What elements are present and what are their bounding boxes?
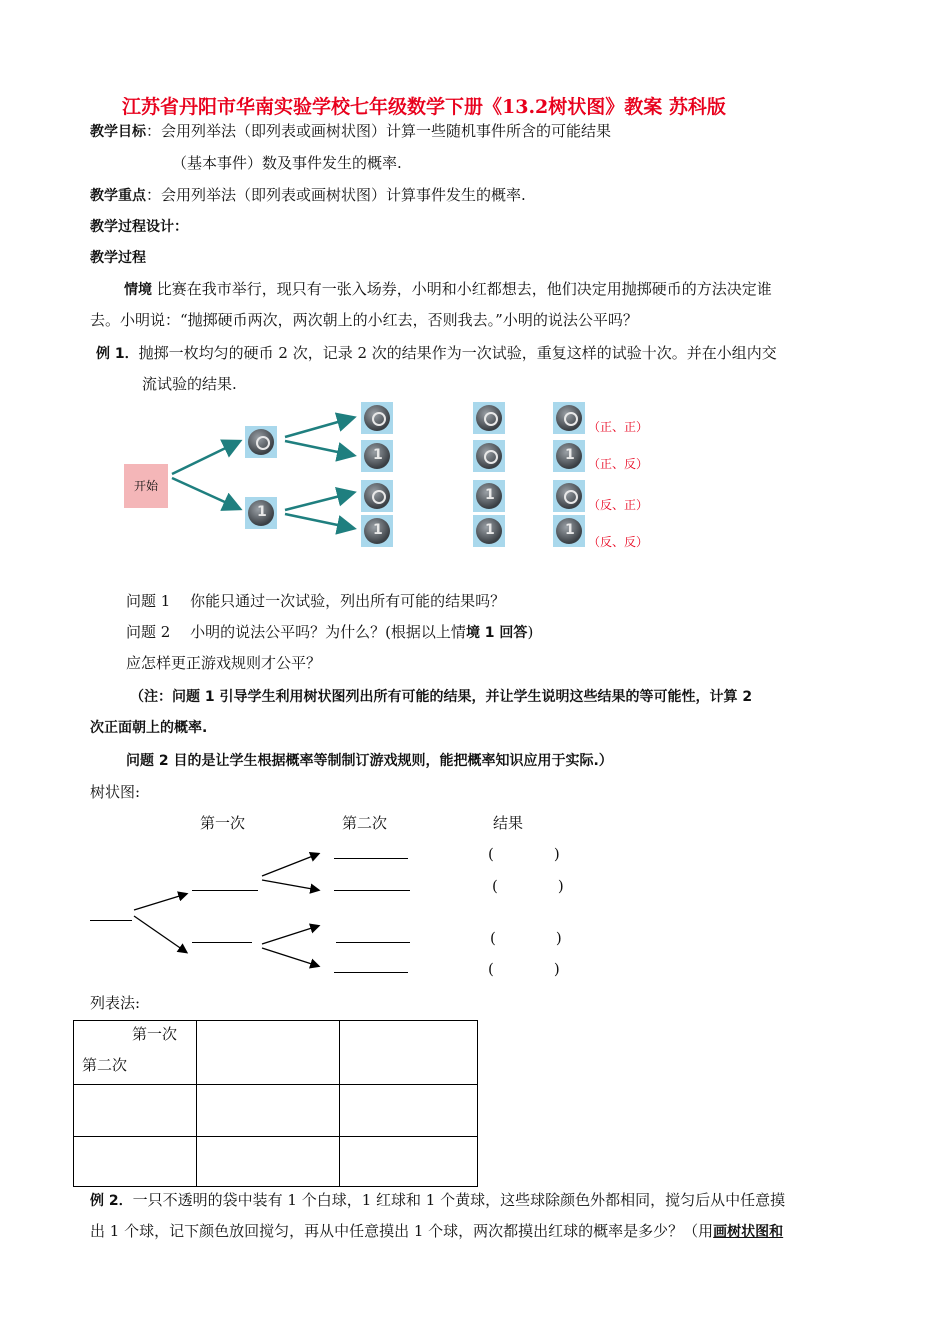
- note-line3: 问题 2 目的是让学生根据概率等制制订游戏规则，能把概率知识应用于实际.）: [126, 753, 613, 769]
- example2-line2: [90, 1220, 783, 1241]
- example1-line2: 流试验的结果.: [142, 375, 237, 393]
- blank-arrow-6: [262, 948, 318, 966]
- table-header-second: 第二次: [82, 1056, 128, 1074]
- example2-text: 一只不透明的袋中装有 1 个白球，1 红球和 1 个黄球，这些球除颜色外都相同，搅匀后从中任意摸: [132, 1191, 786, 1209]
- objective-line2: （基本事件）数及事件发生的概率.: [172, 154, 402, 172]
- result-blank-3: ( ): [490, 929, 562, 947]
- coin-tails-icon: [361, 440, 393, 472]
- result-ht: （正、反）: [588, 457, 649, 471]
- table-cell: [340, 1021, 478, 1085]
- result-tt: （反、反）: [588, 535, 649, 549]
- blank-arrow-4: [262, 880, 318, 890]
- tree-label: 树状图:: [90, 783, 141, 801]
- question-2-close: ): [527, 623, 534, 641]
- question-2-bold: 境 1 回答: [465, 625, 528, 641]
- focus-text: ：会用列举法（即列表或画树状图）计算事件发生的概率.: [146, 186, 526, 204]
- example2-line1: [90, 1189, 785, 1210]
- arrow-h-h: [285, 418, 352, 437]
- table-cell: [197, 1021, 340, 1085]
- coin-heads-icon: [245, 426, 277, 458]
- table-cell: [74, 1085, 197, 1137]
- start-box: 开始: [124, 464, 168, 508]
- table-cell: [340, 1085, 478, 1137]
- blank-arrow-5: [262, 926, 318, 944]
- example2-text2: 出 1 个球，记下颜色放回搅匀，再从中任意摸出 1 个球，两次都摸出红球的概率是多少？（用: [90, 1222, 714, 1240]
- focus-label: 教学重点: [90, 188, 146, 204]
- arrow-t-h: [285, 493, 352, 510]
- example2-bold: 画树状图和: [713, 1224, 784, 1240]
- coin-heads-icon: [473, 440, 505, 472]
- coin-tails-icon: [245, 497, 277, 529]
- objective-text: ：会用列举法（即列表或画树状图）计算一些随机事件所含的可能结果: [146, 122, 612, 140]
- table-cell: [197, 1137, 340, 1187]
- table-cell: [74, 1137, 197, 1187]
- objective-label: 教学目标: [90, 124, 146, 140]
- example1-text: 抛掷一枚均匀的硬币 2 次，记录 2 次的结果作为一次试验，重复这样的试验十次。并在小组内交: [138, 344, 777, 362]
- blank-arrow-2: [134, 916, 186, 952]
- arrow-start-tails: [172, 478, 238, 508]
- arrow-t-t: [285, 514, 352, 528]
- result-th: （反、正）: [588, 498, 649, 512]
- question-2-text: 问题 2 小明的说法公平吗？为什么？(根据以上情: [126, 623, 466, 641]
- blank-tree-arrows: [0, 820, 950, 1000]
- scenario-label: 情境: [124, 282, 152, 298]
- question-3: 应怎样更正游戏规则才公平？: [126, 654, 322, 672]
- coin-heads-icon: [361, 402, 393, 434]
- coin-heads-icon: [473, 402, 505, 434]
- coin-tails-icon: [361, 515, 393, 547]
- process-heading: 教学过程: [90, 250, 146, 266]
- arrow-h-t: [285, 441, 352, 455]
- coin-heads-icon: [361, 480, 393, 512]
- tree-col-second: 第二次: [342, 814, 388, 832]
- result-blank-4: ( ): [488, 960, 560, 978]
- note-line1: （注：问题 1 引导学生利用树状图列出所有可能的结果，并让学生说明这些结果的等可能性，计算 2: [130, 689, 753, 705]
- blank-arrow-3: [262, 854, 318, 876]
- scenario-line2: 去。小明说：“抛掷硬币两次，两次朝上的小红去，否则我去。”小明的说法公平吗？: [90, 311, 638, 329]
- coin-tails-icon: [473, 515, 505, 547]
- table-header-cell: [74, 1021, 197, 1085]
- page-title: 江苏省丹阳市华南实验学校七年级数学下册《13.2树状图》教案 苏科版: [122, 96, 726, 118]
- coin-tails-icon: [553, 440, 585, 472]
- result-blank-1: ( ): [488, 845, 560, 863]
- table-header-first: 第一次: [132, 1025, 178, 1043]
- question-1: 问题 1 你能只通过一次试验，列出所有可能的结果吗？: [126, 592, 506, 610]
- note-line2: 次正面朝上的概率.: [90, 720, 208, 736]
- probability-table: [73, 1020, 478, 1187]
- coin-heads-icon: [553, 480, 585, 512]
- design-heading: 教学过程设计：: [90, 219, 188, 235]
- scenario-text: 比赛在我市举行，现只有一张入场券，小明和小红都想去，他们决定用抛掷硬币的方法决定谁: [156, 280, 772, 298]
- question-2: [126, 621, 533, 642]
- blank-arrow-1: [134, 894, 186, 910]
- coin-tails-icon: [553, 515, 585, 547]
- coin-heads-icon: [553, 402, 585, 434]
- table-cell: [340, 1137, 478, 1187]
- tree-col-first: 第一次: [200, 814, 246, 832]
- tree-col-result: 结果: [493, 814, 524, 832]
- coin-tails-icon: [473, 480, 505, 512]
- arrow-start-heads: [172, 442, 238, 474]
- table-label: 列表法:: [90, 994, 141, 1012]
- example1-label: 例 1．: [96, 346, 139, 362]
- table-cell: [197, 1085, 340, 1137]
- result-hh: （正、正）: [588, 420, 649, 434]
- result-blank-2: ( ): [492, 877, 564, 895]
- example2-label: 例 2．: [90, 1193, 133, 1209]
